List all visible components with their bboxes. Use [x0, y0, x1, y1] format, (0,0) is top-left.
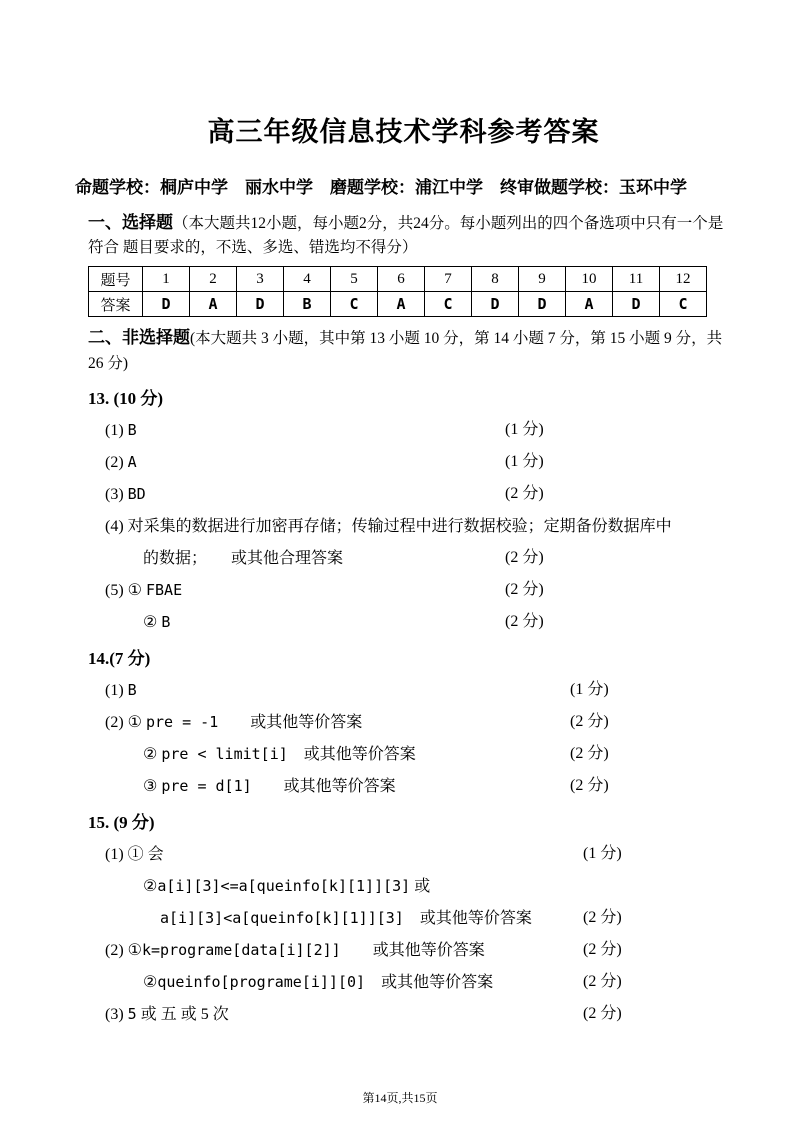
item-suffix: 或其他等价答案: [365, 973, 494, 991]
item-score: (2 分): [583, 972, 622, 990]
item-code: k=programe[data[i][2]]: [142, 940, 341, 959]
item-code: B: [161, 612, 171, 631]
item-code: a[i][3]<=a[queinfo[k][1]][3]: [157, 876, 411, 895]
item-score: (2 分): [570, 776, 609, 794]
item-score: (2 分): [505, 548, 544, 566]
question13-heading: 13. (10 分): [88, 388, 164, 408]
answer-cell: D: [613, 292, 660, 317]
section1-heading: [88, 210, 732, 260]
item-code: BD: [127, 484, 146, 503]
qnum-cell: 10: [566, 267, 613, 292]
answer-item: [75, 972, 732, 993]
page-title: 高三年级信息技术学科参考答案: [207, 117, 600, 147]
question-number-row: [89, 267, 707, 292]
answer-cell: C: [331, 292, 378, 317]
qnum-cell: 1: [143, 267, 190, 292]
qnum-cell: 9: [519, 267, 566, 292]
item-prefix: (1): [105, 681, 128, 699]
item-prefix: ③: [143, 777, 162, 795]
qnum-cell: 8: [472, 267, 519, 292]
qnum-cell: 6: [378, 267, 425, 292]
answer-item: [75, 484, 732, 505]
answer-cell: A: [378, 292, 425, 317]
answer-number-table: [88, 266, 707, 317]
answer-row: [89, 292, 707, 317]
item-prefix: ②: [143, 745, 162, 763]
answer-cell: C: [425, 292, 472, 317]
item-score: (2 分): [505, 612, 544, 630]
section2-heading-text: (本大题共 3 小题，其中第 13 小题 10 分，第 14 小题 7 分，第 15 小题 9 分，共 26 分): [88, 330, 723, 372]
item-prefix: (2) ①: [105, 713, 146, 731]
answer-cell: D: [519, 292, 566, 317]
item-code: pre = -1: [146, 712, 219, 731]
answer-item: [75, 420, 732, 441]
item-code: queinfo[programe[i]][0]: [157, 972, 366, 991]
item-prefix: 的数据； 或其他合理答案: [143, 549, 344, 567]
section1-heading-text: （本大题共12小题，每小题2分，共24分。每小题列出的四个备选项中只有一个是符合 题目要求的，不选、多选、错选均不得分）: [88, 215, 724, 257]
item-code: B: [127, 420, 137, 439]
item-score: (2 分): [583, 1004, 622, 1022]
item-score: (1 分): [505, 420, 544, 438]
qnum-cell: 4: [284, 267, 331, 292]
answer-cell: A: [190, 292, 237, 317]
item-suffix: 或其他等价答案: [340, 941, 485, 959]
item-prefix: (3): [105, 485, 128, 503]
section2-heading-label: 二、非选择题: [88, 328, 190, 348]
section2-heading: [88, 325, 732, 375]
answer-item: [75, 940, 732, 961]
answer-item: [75, 712, 732, 733]
row-label: 答案: [89, 292, 143, 317]
item-prefix: (2): [105, 453, 128, 471]
item-code: a[i][3]<a[queinfo[k][1]][3]: [160, 908, 404, 927]
item-suffix: 或其他等价答案: [287, 745, 416, 763]
answer-cell: D: [237, 292, 284, 317]
item-suffix: 或 五 或 5 次: [136, 1005, 229, 1023]
answer-cell: C: [660, 292, 707, 317]
answer-cell: D: [472, 292, 519, 317]
qnum-cell: 3: [237, 267, 284, 292]
qnum-cell: 11: [613, 267, 660, 292]
answer-item: [75, 876, 732, 897]
answer-item: [75, 516, 732, 537]
answer-item: [75, 744, 732, 765]
item-suffix: 或: [410, 877, 431, 895]
item-score: (1 分): [570, 680, 609, 698]
row-label: 题号: [89, 267, 143, 292]
answer-item: [75, 452, 732, 473]
schools-line: 命题学校：桐庐中学 丽水中学 磨题学校：浦江中学 终审做题学校：玉环中学: [75, 178, 687, 197]
answer-item: [75, 580, 732, 601]
qnum-cell: 5: [331, 267, 378, 292]
item-score: (2 分): [505, 580, 544, 598]
qnum-cell: 2: [190, 267, 237, 292]
item-code: pre = d[1]: [161, 776, 252, 795]
item-prefix: (4) 对采集的数据进行加密再存储；传输过程中进行数据校验；定期备份数据库中: [105, 517, 672, 535]
item-prefix: (1): [105, 421, 128, 439]
section1-heading-label: 一、选择题: [88, 213, 173, 232]
item-code: B: [127, 680, 137, 699]
item-score: (2 分): [583, 940, 622, 958]
answer-item: [75, 908, 732, 929]
item-prefix: ②: [143, 613, 162, 631]
question14-heading: 14.(7 分): [88, 648, 151, 668]
question15-heading: 15. (9 分): [88, 812, 155, 832]
item-suffix: 或其他等价答案: [218, 713, 363, 731]
qnum-cell: 7: [425, 267, 472, 292]
item-score: (2 分): [570, 744, 609, 762]
answer-item: [75, 680, 732, 701]
qnum-cell: 12: [660, 267, 707, 292]
page-number: 第14页,共15页: [362, 1091, 438, 1105]
item-suffix: 或其他等价答案: [403, 909, 532, 927]
answer-item: [75, 612, 732, 633]
answer-item: [75, 776, 732, 797]
item-prefix: (3): [105, 1005, 128, 1023]
item-prefix: (5) ①: [105, 581, 146, 599]
item-score: (1 分): [505, 452, 544, 470]
item-code: FBAE: [146, 580, 183, 599]
answer-cell: A: [566, 292, 613, 317]
item-score: (2 分): [570, 712, 609, 730]
item-prefix: ②: [143, 973, 158, 991]
item-code: pre < limit[i]: [161, 744, 288, 763]
item-code: A: [127, 452, 137, 471]
item-code: 5: [127, 1004, 137, 1023]
answer-item: [75, 548, 732, 569]
item-suffix: 或其他等价答案: [251, 777, 396, 795]
answer-cell: B: [284, 292, 331, 317]
item-score: (2 分): [505, 484, 544, 502]
item-prefix: ②: [143, 877, 158, 895]
answer-item: [75, 844, 732, 865]
answer-cell: D: [143, 292, 190, 317]
item-score: (2 分): [583, 908, 622, 926]
item-score: (1 分): [583, 844, 622, 862]
item-prefix: (1) ① 会: [105, 845, 164, 863]
answer-item: [75, 1004, 732, 1025]
item-prefix: (2) ①: [105, 941, 142, 959]
